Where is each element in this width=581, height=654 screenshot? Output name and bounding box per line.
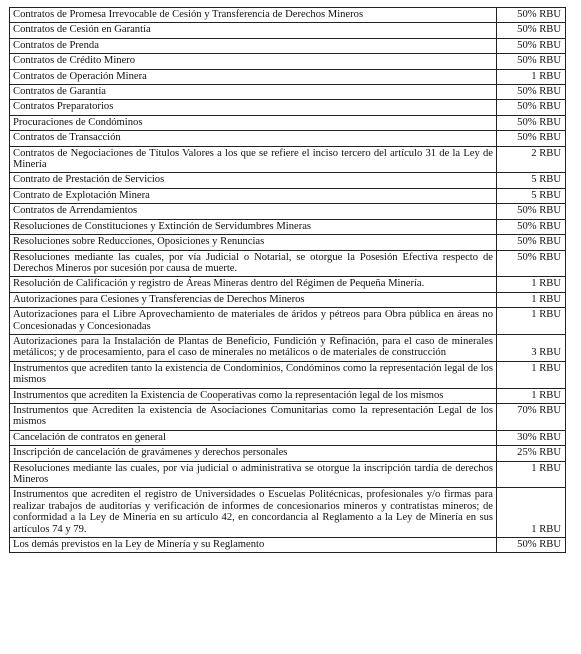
table-row: [10, 204, 566, 219]
table-row: [10, 334, 566, 361]
row-fee: 1 RBU: [497, 488, 566, 538]
row-fee: 50% RBU: [497, 204, 566, 219]
table-row: [10, 38, 566, 53]
table-row: [10, 250, 566, 277]
fee-table: [9, 7, 566, 553]
table-row: [10, 100, 566, 115]
row-description: Los demás previstos en la Ley de Minería y su Reglamento: [10, 538, 497, 553]
row-description: Instrumentos que acrediten tanto la existencia de Condominios, Condóminos como la representación legal de los mismos: [10, 361, 497, 388]
row-fee: 5 RBU: [497, 188, 566, 203]
row-fee: 50% RBU: [497, 250, 566, 277]
row-fee: 1 RBU: [497, 292, 566, 307]
row-description: Contrato de Explotación Minera: [10, 188, 497, 203]
table-row: [10, 173, 566, 188]
table-row: [10, 219, 566, 234]
row-description: Contratos Preparatorios: [10, 100, 497, 115]
row-description: Contrato de Prestación de Servicios: [10, 173, 497, 188]
row-description: Contratos de Operación Minera: [10, 69, 497, 84]
row-description: Contratos de Arrendamientos: [10, 204, 497, 219]
row-fee: 50% RBU: [497, 219, 566, 234]
table-row: [10, 8, 566, 23]
row-fee: 70% RBU: [497, 403, 566, 430]
row-description: Contratos de Crédito Minero: [10, 54, 497, 69]
table-row: [10, 446, 566, 461]
row-description: Resoluciones mediante las cuales, por vía Judicial o Notarial, se otorgue la Posesión Efectiva respecto de Derechos Mineros por sucesión por causa de muerte.: [10, 250, 497, 277]
row-description: Instrumentos que acrediten el registro de Universidades o Escuelas Politécnicas, profesionales y/o firmas para realizar trabajos de auditorías y verificación de informes de concesionarios mineros y contratistas mineros; de conformidad a la Ley de Minería en su artículo 42, en concordancia al Reglamento a la Ley de Minería en sus artículos 74 y 79.: [10, 488, 497, 538]
table-row: [10, 308, 566, 335]
row-fee: 1 RBU: [497, 69, 566, 84]
table-row: [10, 146, 566, 173]
table-row: [10, 292, 566, 307]
table-row: [10, 188, 566, 203]
table-row: [10, 461, 566, 488]
row-description: Procuraciones de Condóminos: [10, 115, 497, 130]
table-row: [10, 277, 566, 292]
row-fee: 50% RBU: [497, 115, 566, 130]
row-fee: 50% RBU: [497, 100, 566, 115]
table-row: [10, 23, 566, 38]
row-description: Resoluciones mediante las cuales, por vía judicial o administrativa se otorgue la inscripción tardía de derechos Mineros: [10, 461, 497, 488]
row-description: Inscripción de cancelación de gravámenes y derechos personales: [10, 446, 497, 461]
row-fee: 1 RBU: [497, 277, 566, 292]
table-row: [10, 131, 566, 146]
table-row: [10, 235, 566, 250]
row-fee: 1 RBU: [497, 361, 566, 388]
table-row: [10, 361, 566, 388]
row-description: Contratos de Transacción: [10, 131, 497, 146]
row-description: Contratos de Garantía: [10, 85, 497, 100]
row-description: Instrumentos que Acrediten la existencia de Asociaciones Comunitarias como la representación Legal de los mismos: [10, 403, 497, 430]
row-description: Autorizaciones para la Instalación de Plantas de Beneficio, Fundición y Refinación, para el caso de minerales metálicos; y de procesamiento, para el caso de minerales no metálicos o de materiales de construcción: [10, 334, 497, 361]
row-fee: 1 RBU: [497, 461, 566, 488]
row-fee: 3 RBU: [497, 334, 566, 361]
table-row: [10, 403, 566, 430]
table-row: [10, 69, 566, 84]
row-fee: 2 RBU: [497, 146, 566, 173]
row-fee: 50% RBU: [497, 23, 566, 38]
row-fee: 50% RBU: [497, 38, 566, 53]
row-description: Instrumentos que acrediten la Existencia de Cooperativas como la representación legal de los mismos: [10, 388, 497, 403]
table-row: [10, 430, 566, 445]
row-description: Resoluciones de Constituciones y Extinción de Servidumbres Mineras: [10, 219, 497, 234]
table-row: [10, 85, 566, 100]
row-fee: 25% RBU: [497, 446, 566, 461]
row-fee: 50% RBU: [497, 54, 566, 69]
row-fee: 30% RBU: [497, 430, 566, 445]
fee-table-body: [10, 8, 566, 553]
row-description: Resoluciones sobre Reducciones, Oposiciones y Renuncias: [10, 235, 497, 250]
table-row: [10, 388, 566, 403]
row-fee: 50% RBU: [497, 131, 566, 146]
row-description: Autorizaciones para Cesiones y Transferencias de Derechos Mineros: [10, 292, 497, 307]
row-description: Contratos de Prenda: [10, 38, 497, 53]
table-row: [10, 488, 566, 538]
table-row: [10, 538, 566, 553]
row-fee: 1 RBU: [497, 388, 566, 403]
row-description: Autorizaciones para el Libre Aprovechamiento de materiales de áridos y pétreos para Obra pública en áreas no Concesionadas y Concesionadas: [10, 308, 497, 335]
row-description: Contratos de Promesa Irrevocable de Cesión y Transferencia de Derechos Mineros: [10, 8, 497, 23]
table-row: [10, 115, 566, 130]
row-fee: 50% RBU: [497, 85, 566, 100]
row-description: Contratos de Negociaciones de Títulos Valores a los que se refiere el inciso tercero del artículo 31 de la Ley de Minería: [10, 146, 497, 173]
row-fee: 50% RBU: [497, 8, 566, 23]
row-fee: 50% RBU: [497, 235, 566, 250]
row-fee: 5 RBU: [497, 173, 566, 188]
row-description: Contratos de Cesión en Garantía: [10, 23, 497, 38]
row-fee: 50% RBU: [497, 538, 566, 553]
row-fee: 1 RBU: [497, 308, 566, 335]
row-description: Cancelación de contratos en general: [10, 430, 497, 445]
table-row: [10, 54, 566, 69]
row-description: Resolución de Calificación y registro de Áreas Mineras dentro del Régimen de Pequeña Minería.: [10, 277, 497, 292]
